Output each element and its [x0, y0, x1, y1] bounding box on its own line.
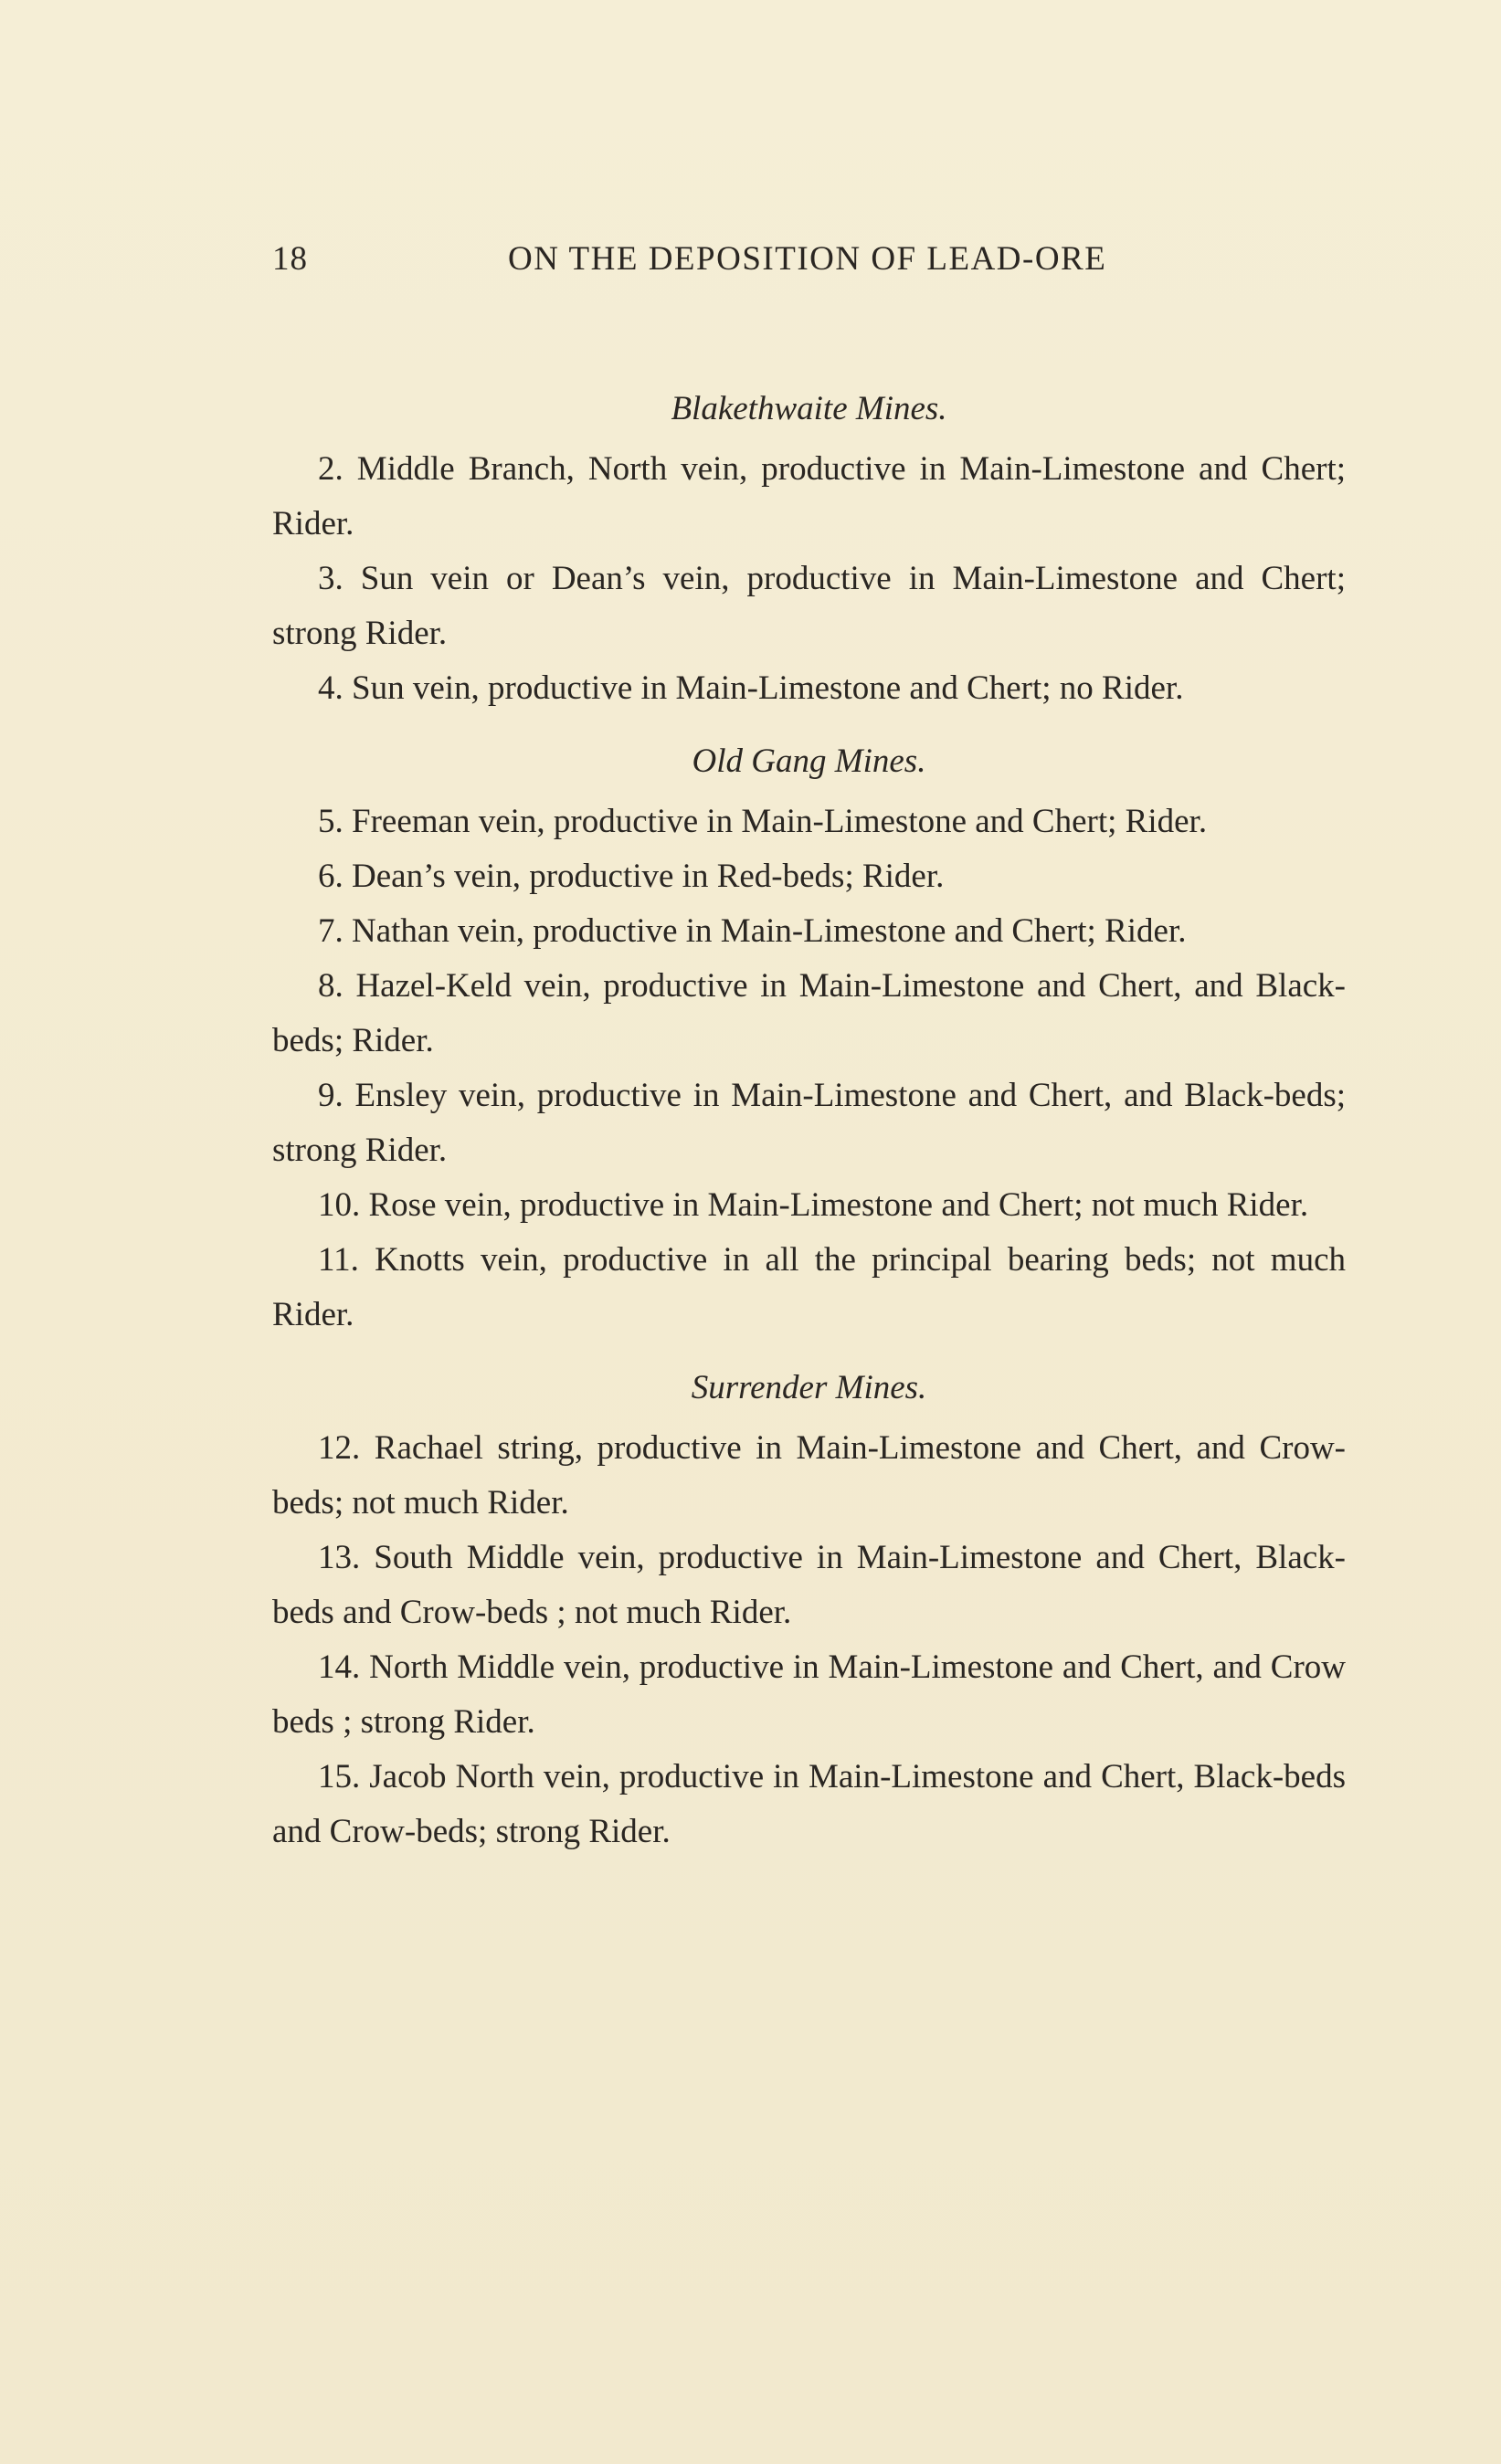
list-item: 10. Rose vein, productive in Main-Limestone and Chert; not much Rider. — [318, 1186, 1309, 1224]
section-heading-surrender: Surrender Mines. — [691, 1369, 927, 1406]
list-item: 15. Jacob North vein, productive in Main-Limestone and Chert, Black-beds and Crow-beds; strong Rider. — [272, 1758, 1346, 1850]
list-item: 3. Sun vein or Dean’s vein, productive in Main-Limestone and Chert; strong Rider. — [272, 560, 1346, 652]
running-title: ON THE DEPOSITION OF LEAD-ORE — [508, 240, 1107, 278]
list-item: 9. Ensley vein, productive in Main-Limestone and Chert, and Black-beds; strong Rider. — [272, 1077, 1346, 1169]
body-text — [272, 382, 1346, 1859]
section-heading-old-gang: Old Gang Mines. — [692, 742, 926, 780]
list-item: 8. Hazel-Keld vein, productive in Main-Limestone and Chert, and Black-beds; Rider. — [272, 967, 1346, 1059]
list-item: 6. Dean’s vein, productive in Red-beds; Rider. — [318, 858, 945, 895]
list-item: 2. Middle Branch, North vein, productive in Main-Limestone and Chert; Rider. — [272, 450, 1346, 542]
list-item: 11. Knotts vein, productive in all the principal bearing beds; not much Rider. — [272, 1241, 1346, 1333]
list-item: 14. North Middle vein, productive in Main-Limestone and Chert, and Crow beds ; strong Rider. — [272, 1648, 1346, 1741]
list-item: 13. South Middle vein, productive in Main-Limestone and Chert, Black-beds and Crow-beds ; not much Rider. — [272, 1539, 1346, 1631]
list-item: 12. Rachael string, productive in Main-Limestone and Chert, and Crow-beds; not much Rider. — [272, 1429, 1346, 1522]
page-number: 18 — [272, 240, 308, 278]
list-item: 4. Sun vein, productive in Main-Limestone and Chert; no Rider. — [318, 669, 1184, 707]
list-item: 5. Freeman vein, productive in Main-Limestone and Chert; Rider. — [318, 803, 1208, 840]
section-heading-blakethwaite: Blakethwaite Mines. — [671, 390, 947, 427]
page-header — [272, 239, 1350, 285]
list-item: 7. Nathan vein, productive in Main-Limestone and Chert; Rider. — [318, 912, 1187, 950]
